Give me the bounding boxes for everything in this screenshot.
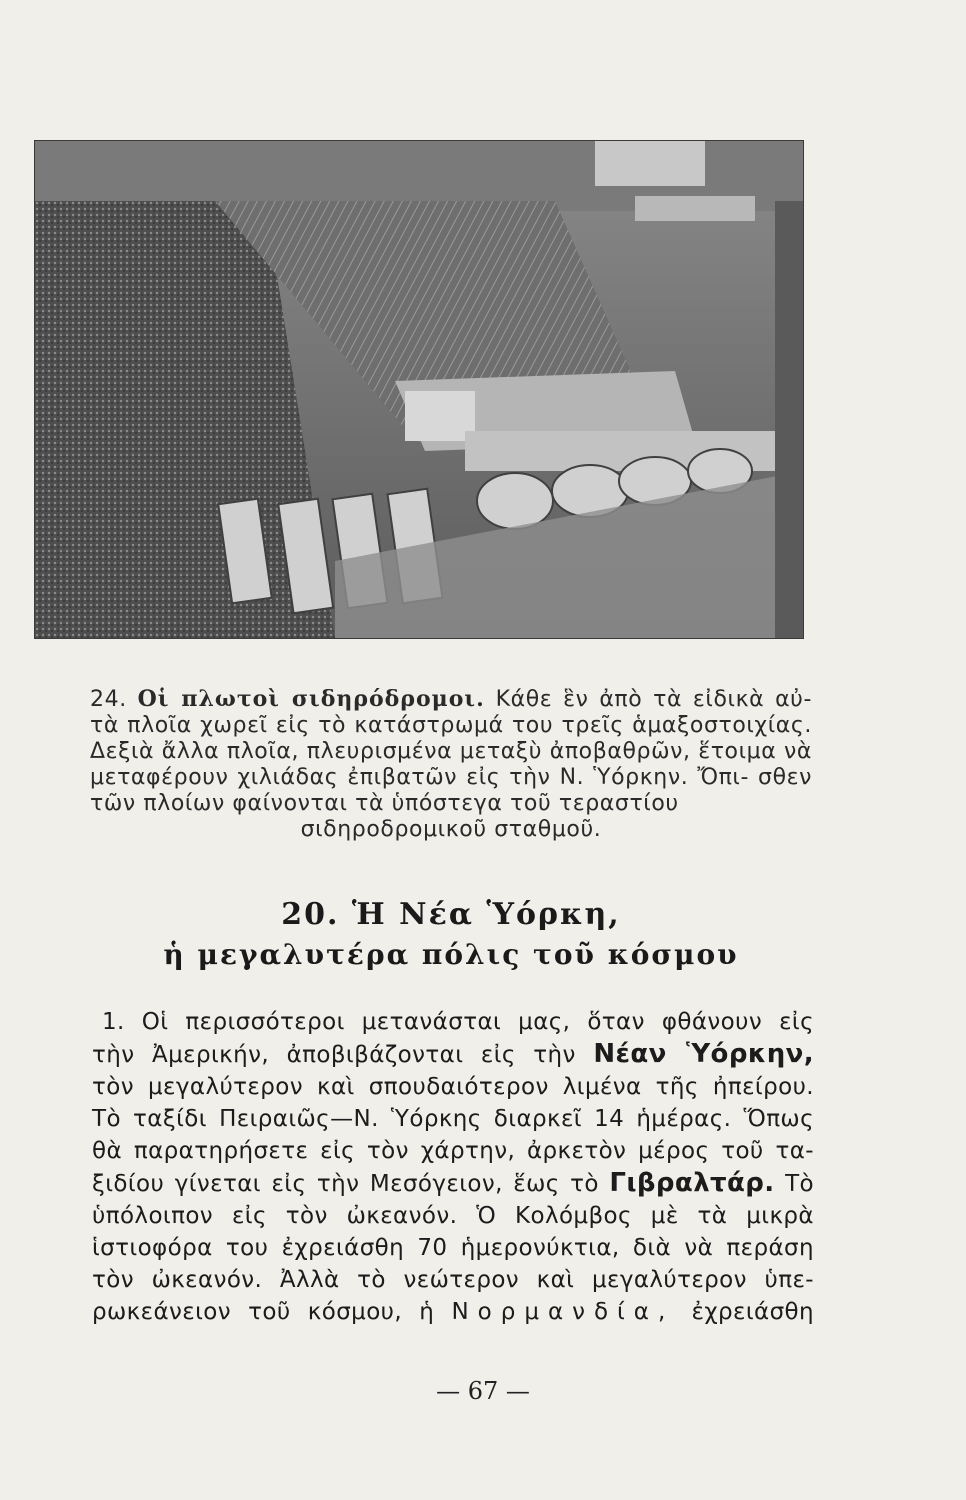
body-line-2 — [92, 1038, 814, 1071]
body-line-7: ὑπόλοιπον εἰς τὸν ὠκεανόν. Ὁ Κολόμβος μὲ τὰ μικρὰ — [92, 1203, 814, 1229]
chapter-heading — [90, 895, 812, 975]
new-york-emphasis: Νέαν Ὑόρκην, — [593, 1039, 814, 1069]
figure-caption — [90, 686, 812, 843]
body-line-2-text: τὴν Ἀμερικήν, ἀποβιβάζονται εἰς τὴν — [92, 1042, 576, 1068]
caption-line-6: σιδηροδρομικοῦ σταθμοῦ. — [300, 817, 602, 842]
body-line-10 — [92, 1296, 814, 1328]
body-line-8: ἱστιοφόρα του ἐχρειάσθη 70 ἡμερονύκτια, διὰ νὰ περάση — [92, 1235, 814, 1261]
caption-line-4: νὰ μεταφέρουν χιλιάδας ἐπιβατῶν εἰς τὴν Ν. Ὑόρκην. Ὄπι- — [90, 739, 812, 790]
chapter-title: 20. Ἡ Νέα Ὑόρκη, — [281, 897, 621, 932]
aerial-photo-icon — [35, 141, 803, 638]
body-line-9: τὸν ὠκεανόν. Ἀλλὰ τὸ νεώτερον καὶ μεγαλύτερον ὑπε- — [92, 1267, 814, 1293]
caption-title: Οἱ πλωτοὶ σιδηρόδρομοι. — [137, 686, 485, 712]
body-line-1: 1. Οἱ περισσότεροι μετανάσται μας, ὅταν φθάνουν εἰς — [102, 1009, 814, 1035]
body-line-6 — [92, 1167, 814, 1200]
caption-line-1: Κάθε ἓν ἀπὸ τὰ εἰδικὰ αὐ- — [495, 687, 813, 712]
body-line-10-text: ρωκεάνειον τοῦ κόσμου, ἡ — [92, 1299, 435, 1325]
body-line-4: Τὸ ταξίδι Πειραιῶς—Ν. Ὑόρκης διαρκεῖ 14 ἡμέρας. Ὅπως — [92, 1106, 814, 1132]
normandie-emphasis: Νορμανδία, — [451, 1299, 675, 1325]
aerial-photo — [34, 140, 804, 639]
caption-line-3: Δεξιὰ ἄλλα πλοῖα, πλευρισμένα μεταξὺ ἀποβαθρῶν, ἕτοιμα — [90, 739, 777, 764]
body-line-5: θὰ παρατηρήσετε εἰς τὸν χάρτην, ἀρκετὸν μέρος τοῦ τα- — [92, 1138, 814, 1164]
caption-line-5: σθεν τῶν πλοίων φαίνονται τὰ ὑπόστεγα τοῦ τεραστίου — [90, 765, 813, 816]
gibraltar-emphasis: Γιβραλτάρ. — [609, 1168, 775, 1198]
caption-line-2: τὰ πλοῖα χωρεῖ εἰς τὸ κατάστρωμά του τρεῖς ἁμαξοστοιχίας. — [90, 713, 812, 738]
chapter-subtitle: ἡ μεγαλυτέρα πόλις τοῦ κόσμου — [163, 938, 739, 971]
caption-number: 24. — [90, 687, 127, 712]
body-line-6-end: Τὸ — [785, 1171, 815, 1197]
page-number: — 67 — — [436, 1377, 530, 1405]
body-line-10-end: ἐχρειάσθη — [691, 1299, 815, 1325]
body-line-3: τὸν μεγαλύτερον καὶ σπουδαιότερον λιμένα τῆς ἠπείρου. — [92, 1074, 814, 1100]
body-line-6-text: ξιδίου γίνεται εἰς τὴν Μεσόγειον, ἕως τὸ — [92, 1171, 599, 1197]
body-paragraph — [92, 1006, 814, 1328]
